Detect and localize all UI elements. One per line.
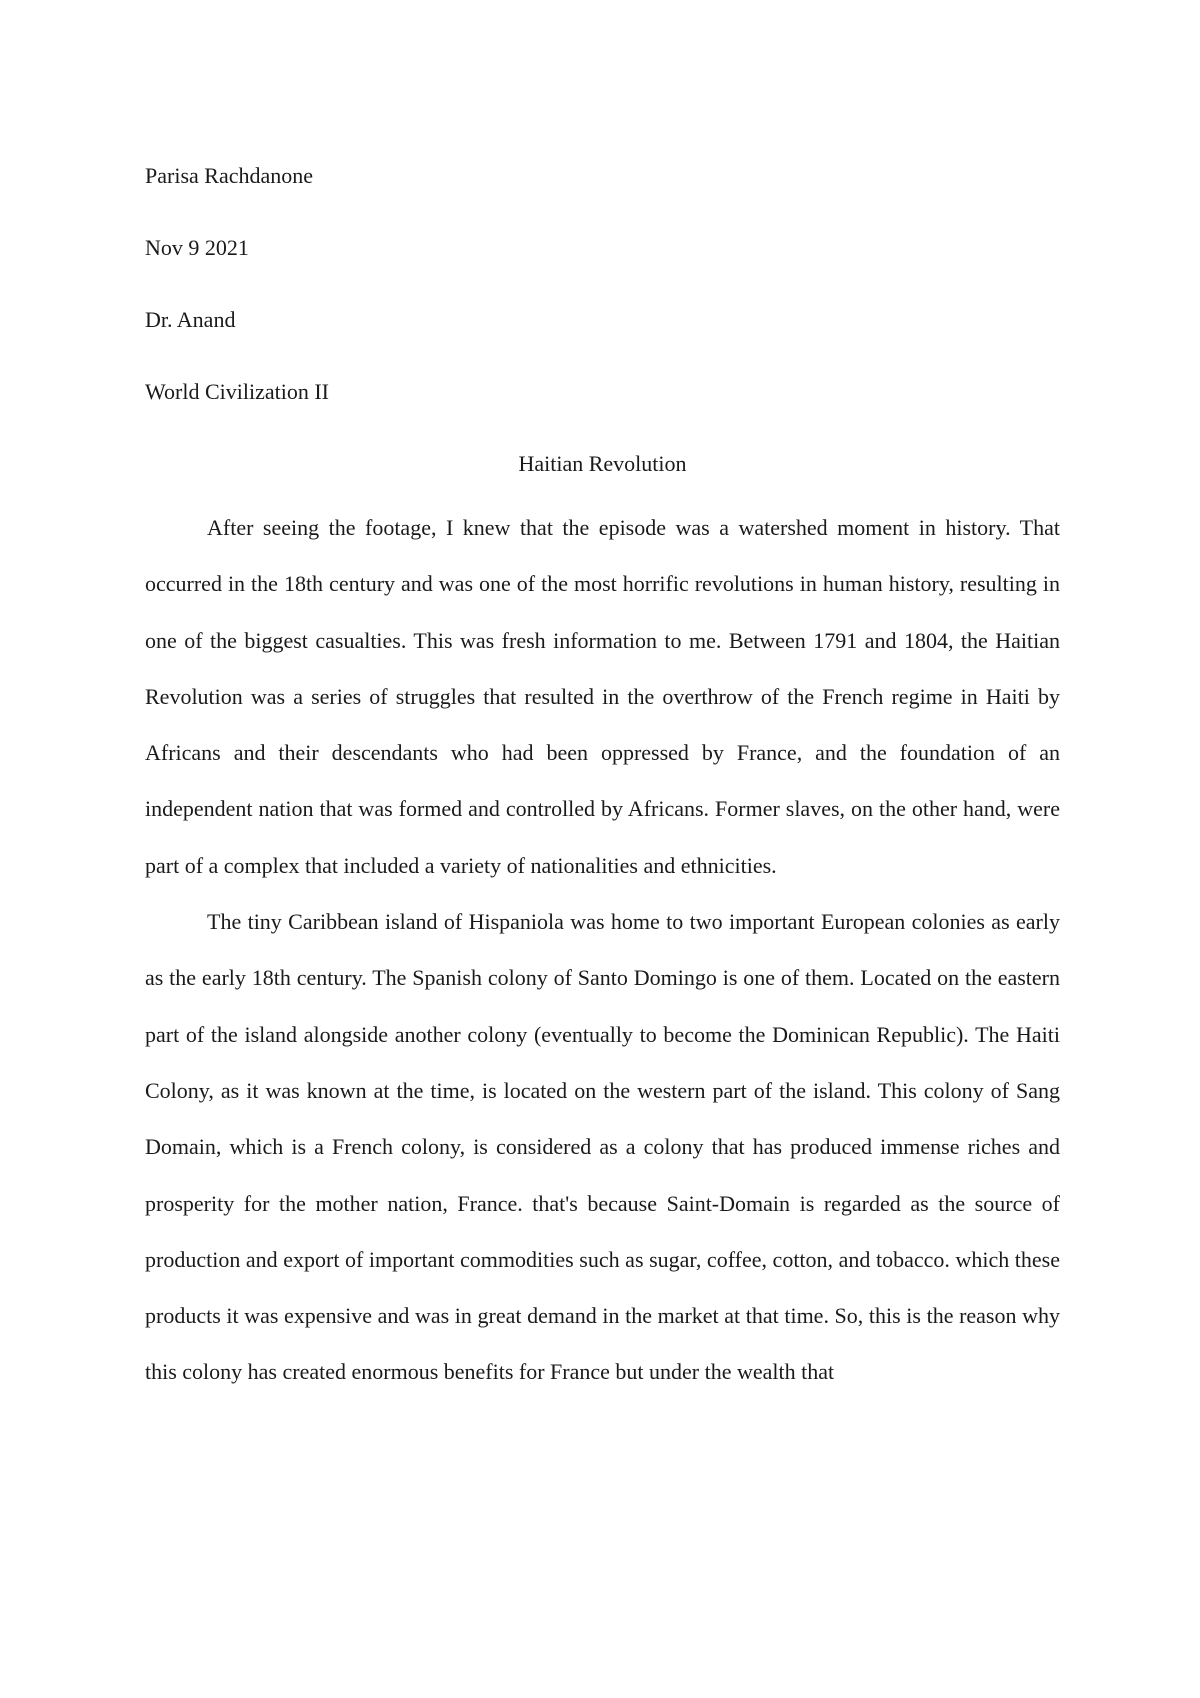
document-body	[145, 140, 1060, 1401]
author-name: Parisa Rachdanone	[145, 163, 313, 188]
document-date: Nov 9 2021	[145, 235, 249, 260]
course-name: World Civilization II	[145, 379, 329, 404]
paragraph-2: The tiny Caribbean island of Hispaniola was home to two important European colonies as early as the early 18th century. The Spanish colony of Santo Domingo is one of them. Located on the eastern part of the island alongside another colony (eventually to become the Dominican Republic). The Haiti Colony, as it was known at the time, is located on the western part of the island. This colony of Sang Domain, which is a French colony, is considered as a colony that has produced immense riches and prosperity for the mother nation, France. that's because Saint-Domain is regarded as the source of production and export of important commodities such as sugar, coffee, cotton, and tobacco. which these products it was expensive and was in great demand in the market at that time. So, this is the reason why this colony has created enormous benefits for France but under the wealth that	[145, 909, 1060, 1385]
document-title: Haitian Revolution	[518, 451, 687, 476]
paragraph-1: After seeing the footage, I knew that the episode was a watershed moment in history. That occurred in the 18th century and was one of the most horrific revolutions in human history, resulting in one of the biggest casualties. This was fresh information to me. Between 1791 and 1804, the Haitian Revolution was a series of struggles that resulted in the overthrow of the French regime in Haiti by Africans and their descendants who had been oppressed by France, and the foundation of an independent nation that was formed and controlled by Africans. Former slaves, on the other hand, were part of a complex that included a variety of nationalities and ethnicities.	[145, 515, 1060, 878]
instructor-name: Dr. Anand	[145, 307, 236, 332]
